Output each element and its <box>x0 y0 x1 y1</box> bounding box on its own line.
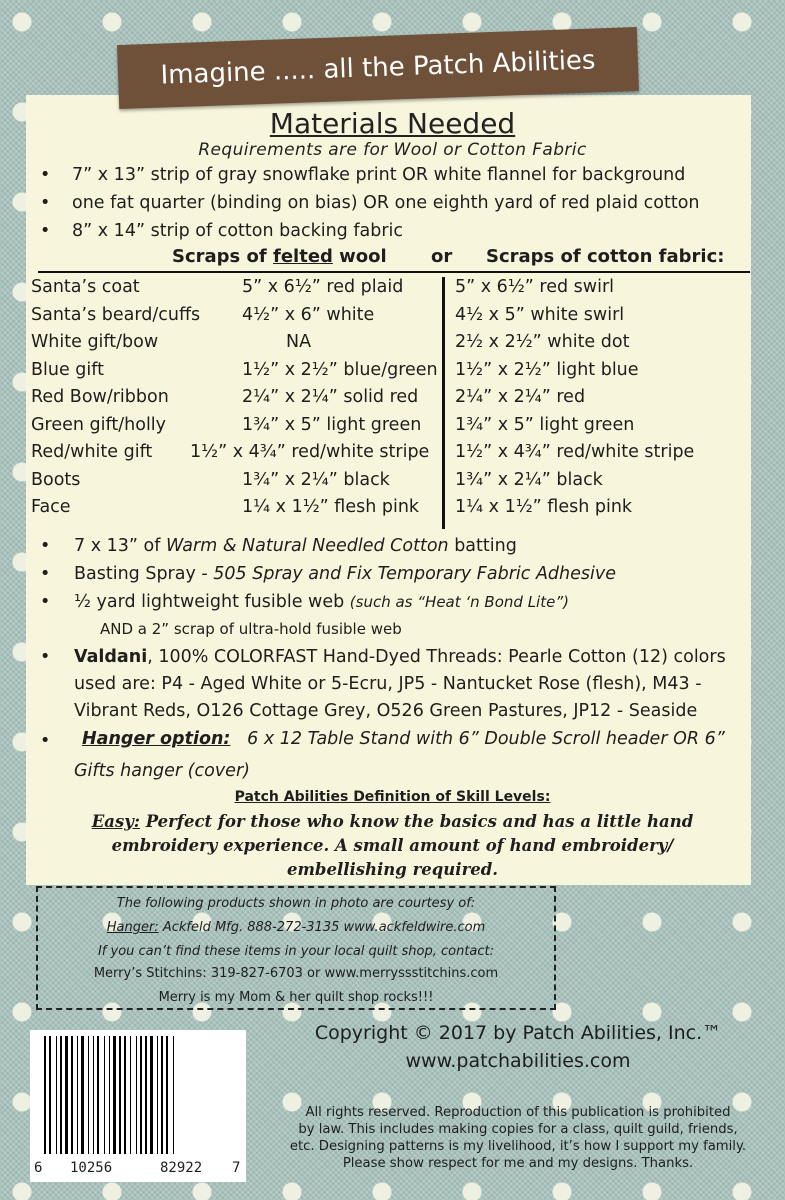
copyright-text: Copyright © 2017 by Patch Abilities, Inc.™ <box>314 1022 722 1044</box>
heading-part: Scraps of <box>172 246 273 267</box>
batting-item <box>74 536 517 556</box>
courtesy-line: Merry’s Stitchins: 319-827-6703 or www.merryssstitchins.com <box>93 966 499 981</box>
bullet-icon: • <box>40 564 51 584</box>
rights-line: by law. This includes making copies for a class, quilt guild, friends, <box>298 1122 738 1137</box>
wool-column-heading <box>172 246 387 267</box>
hanger-item <box>82 729 725 749</box>
item-cell: Santa’s coat <box>31 277 140 297</box>
text-part: embellishing required. <box>286 860 499 879</box>
text-part: 505 Spray and Fix Temporary Fabric Adhesive <box>213 564 616 584</box>
cotton-cell: 1¾” x 5” light green <box>455 414 635 435</box>
cotton-cell: 1¼ x 1½” flesh pink <box>455 497 633 517</box>
barcode-bar <box>124 1036 126 1154</box>
barcode-bar <box>97 1036 99 1154</box>
item-cell: White gift/bow <box>31 332 159 352</box>
barcode-bar <box>140 1036 142 1154</box>
text-part: 6 x 12 Table Stand with 6” Double Scroll header OR 6” <box>247 729 725 749</box>
rights-line: Please show respect for me and my designs. Thanks. <box>342 1156 694 1171</box>
barcode-bar <box>150 1036 153 1154</box>
or-label: or <box>431 246 453 267</box>
wool-cell: 4½” x 6” white <box>242 304 375 325</box>
barcode-bar <box>44 1036 46 1154</box>
text-part: , 100% COLORFAST Hand-Dyed Threads: Pearle Cotton (12) colors <box>147 647 726 667</box>
cotton-cell: 1½” x 4¾” red/white stripe <box>455 442 695 462</box>
text-part: embroidery experience. A small amount of hand embroidery/ <box>111 836 674 855</box>
barcode-bar <box>49 1036 51 1154</box>
cotton-cell: 2¼” x 2¼” red <box>455 387 586 407</box>
text-part: (such as “Heat ‘n Bond Lite”) <box>349 593 569 611</box>
barcode-bar <box>119 1036 121 1154</box>
item-cell: Face <box>31 497 71 517</box>
item-cell: Boots <box>31 469 81 490</box>
cotton-cell: 4½ x 5” white swirl <box>455 304 625 325</box>
wool-cell: 1¾” x 5” light green <box>242 414 422 435</box>
valdani-line-3: Vibrant Reds, O126 Cottage Grey, O526 Green Pastures, JP12 - Seaside <box>74 701 698 721</box>
wool-cell: 5” x 6½” red plaid <box>242 277 404 297</box>
barcode-bar <box>136 1036 137 1154</box>
table-row <box>0 360 785 387</box>
table-row <box>0 442 785 469</box>
barcode-bar <box>56 1036 57 1154</box>
barcode-bar <box>81 1036 84 1154</box>
table-row <box>0 415 785 442</box>
barcode-bar <box>166 1036 168 1154</box>
valdani-item <box>74 647 726 667</box>
barcode-bar <box>104 1036 105 1154</box>
text-part: 7 x 13” of <box>74 536 166 556</box>
barcode-bar <box>71 1036 73 1154</box>
fusible-web-addon: AND a 2” scrap of ultra-hold fusible web <box>100 620 402 638</box>
table-row <box>0 277 785 304</box>
barcode <box>30 1030 246 1182</box>
rights-notice <box>258 1104 778 1172</box>
bullet-icon: • <box>40 221 51 241</box>
table-row <box>0 497 785 524</box>
list-item-text: 7” x 13” strip of gray snowflake print OR white flannel for background <box>72 165 686 185</box>
cotton-cell: 1¾” x 2¼” black <box>455 469 603 490</box>
text-part: batting <box>448 536 517 556</box>
text-part: Valdani <box>74 647 148 667</box>
item-cell: Blue gift <box>31 359 104 380</box>
fusible-web-item <box>74 592 569 612</box>
text-part: Ackfeld Mfg. 888-272-3135 www.ackfeldwire.com <box>158 920 486 935</box>
wool-cell: 2¼” x 2¼” solid red <box>242 387 419 407</box>
text-part: Basting Spray - <box>74 564 214 584</box>
barcode-bar <box>145 1036 147 1154</box>
spray-item <box>74 564 616 584</box>
banner-text: Imagine ..... all the Patch Abilities <box>160 45 596 91</box>
page-subtitle: Requirements are for Wool or Cotton Fabric <box>198 140 587 160</box>
skill-levels-description <box>60 810 725 882</box>
item-cell: Red/white gift <box>31 442 153 462</box>
table-row <box>0 332 785 359</box>
table-row <box>0 305 785 332</box>
barcode-bar <box>65 1036 68 1154</box>
website-link[interactable]: www.patchabilities.com <box>405 1050 631 1072</box>
barcode-bar <box>77 1036 78 1154</box>
barcode-bar <box>157 1036 158 1154</box>
barcode-bar <box>109 1036 110 1154</box>
text-part: Hanger: <box>106 920 159 935</box>
wool-cell: 1½” x 2½” blue/green <box>242 359 438 380</box>
barcode-digit: 82922 <box>160 1160 203 1176</box>
text-part: Hanger option: <box>82 729 231 749</box>
bullet-icon: • <box>40 731 51 751</box>
cotton-cell: 2½ x 2½” white dot <box>455 332 630 352</box>
courtesy-box <box>36 886 556 1010</box>
barcode-bar <box>173 1036 174 1154</box>
barcode-bar <box>113 1036 116 1154</box>
item-cell: Santa’s beard/cuffs <box>31 304 201 325</box>
skill-levels-heading: Patch Abilities Definition of Skill Levels: <box>234 789 551 805</box>
bullet-icon: • <box>40 647 51 667</box>
cotton-column-heading: Scraps of cotton fabric: <box>486 246 725 267</box>
barcode-bar <box>93 1036 94 1154</box>
list-item-text: 8” x 14” strip of cotton backing fabric <box>72 221 404 241</box>
rights-line: All rights reserved. Reproduction of this publication is prohibited <box>305 1105 731 1120</box>
barcode-digit: 6 <box>34 1160 43 1176</box>
wool-cell: 1¾” x 2¼” black <box>242 469 390 490</box>
page-title: Materials Needed <box>269 107 516 140</box>
hanger-line-2: Gifts hanger (cover) <box>74 761 250 781</box>
table-row <box>0 470 785 497</box>
wool-cell: 1¼ x 1½” flesh pink <box>242 497 420 517</box>
item-cell: Red Bow/ribbon <box>31 387 169 407</box>
wool-cell: 1½” x 4¾” red/white stripe <box>190 442 430 462</box>
text-part: Perfect for those who know the basics and has a little hand <box>139 812 694 831</box>
barcode-bar <box>60 1036 62 1154</box>
courtesy-line: Merry is my Mom & her quilt shop rocks!!! <box>158 990 434 1005</box>
courtesy-line: The following products shown in photo are courtesy of: <box>116 896 476 911</box>
barcode-digit: 10256 <box>70 1160 113 1176</box>
table-divider-horizontal <box>38 271 750 273</box>
cotton-cell: 1½” x 2½” light blue <box>455 359 639 380</box>
wool-cell: NA <box>286 332 312 352</box>
text-part: ½ yard lightweight fusible web <box>74 592 350 612</box>
barcode-bar <box>88 1036 89 1154</box>
heading-part: wool <box>332 246 387 267</box>
valdani-line-2: used are: P4 - Aged White or 5-Ecru, JP5 - Nantucket Rose (flesh), M43 - <box>74 674 702 694</box>
courtesy-line <box>38 920 554 935</box>
easy-label: Easy: <box>91 812 140 831</box>
rights-line: etc. Designing patterns is my livelihood, it’s how I support my family. <box>289 1139 747 1154</box>
courtesy-line: If you can’t find these items in your local quilt shop, contact: <box>97 944 495 959</box>
text-part: Warm & Natural Needled Cotton <box>165 536 449 556</box>
cotton-cell: 5” x 6½” red swirl <box>455 277 615 297</box>
bullet-icon: • <box>40 193 51 213</box>
bullet-icon: • <box>40 592 51 612</box>
bullet-icon: • <box>40 165 51 185</box>
table-row <box>0 387 785 414</box>
list-item-text: one fat quarter (binding on bias) OR one eighth yard of red plaid cotton <box>72 193 700 213</box>
heading-part: felted <box>273 246 333 267</box>
barcode-bar <box>130 1036 131 1154</box>
barcode-bar <box>161 1036 163 1154</box>
barcode-digit: 7 <box>232 1160 241 1176</box>
item-cell: Green gift/holly <box>31 414 167 435</box>
bullet-icon: • <box>40 536 51 556</box>
